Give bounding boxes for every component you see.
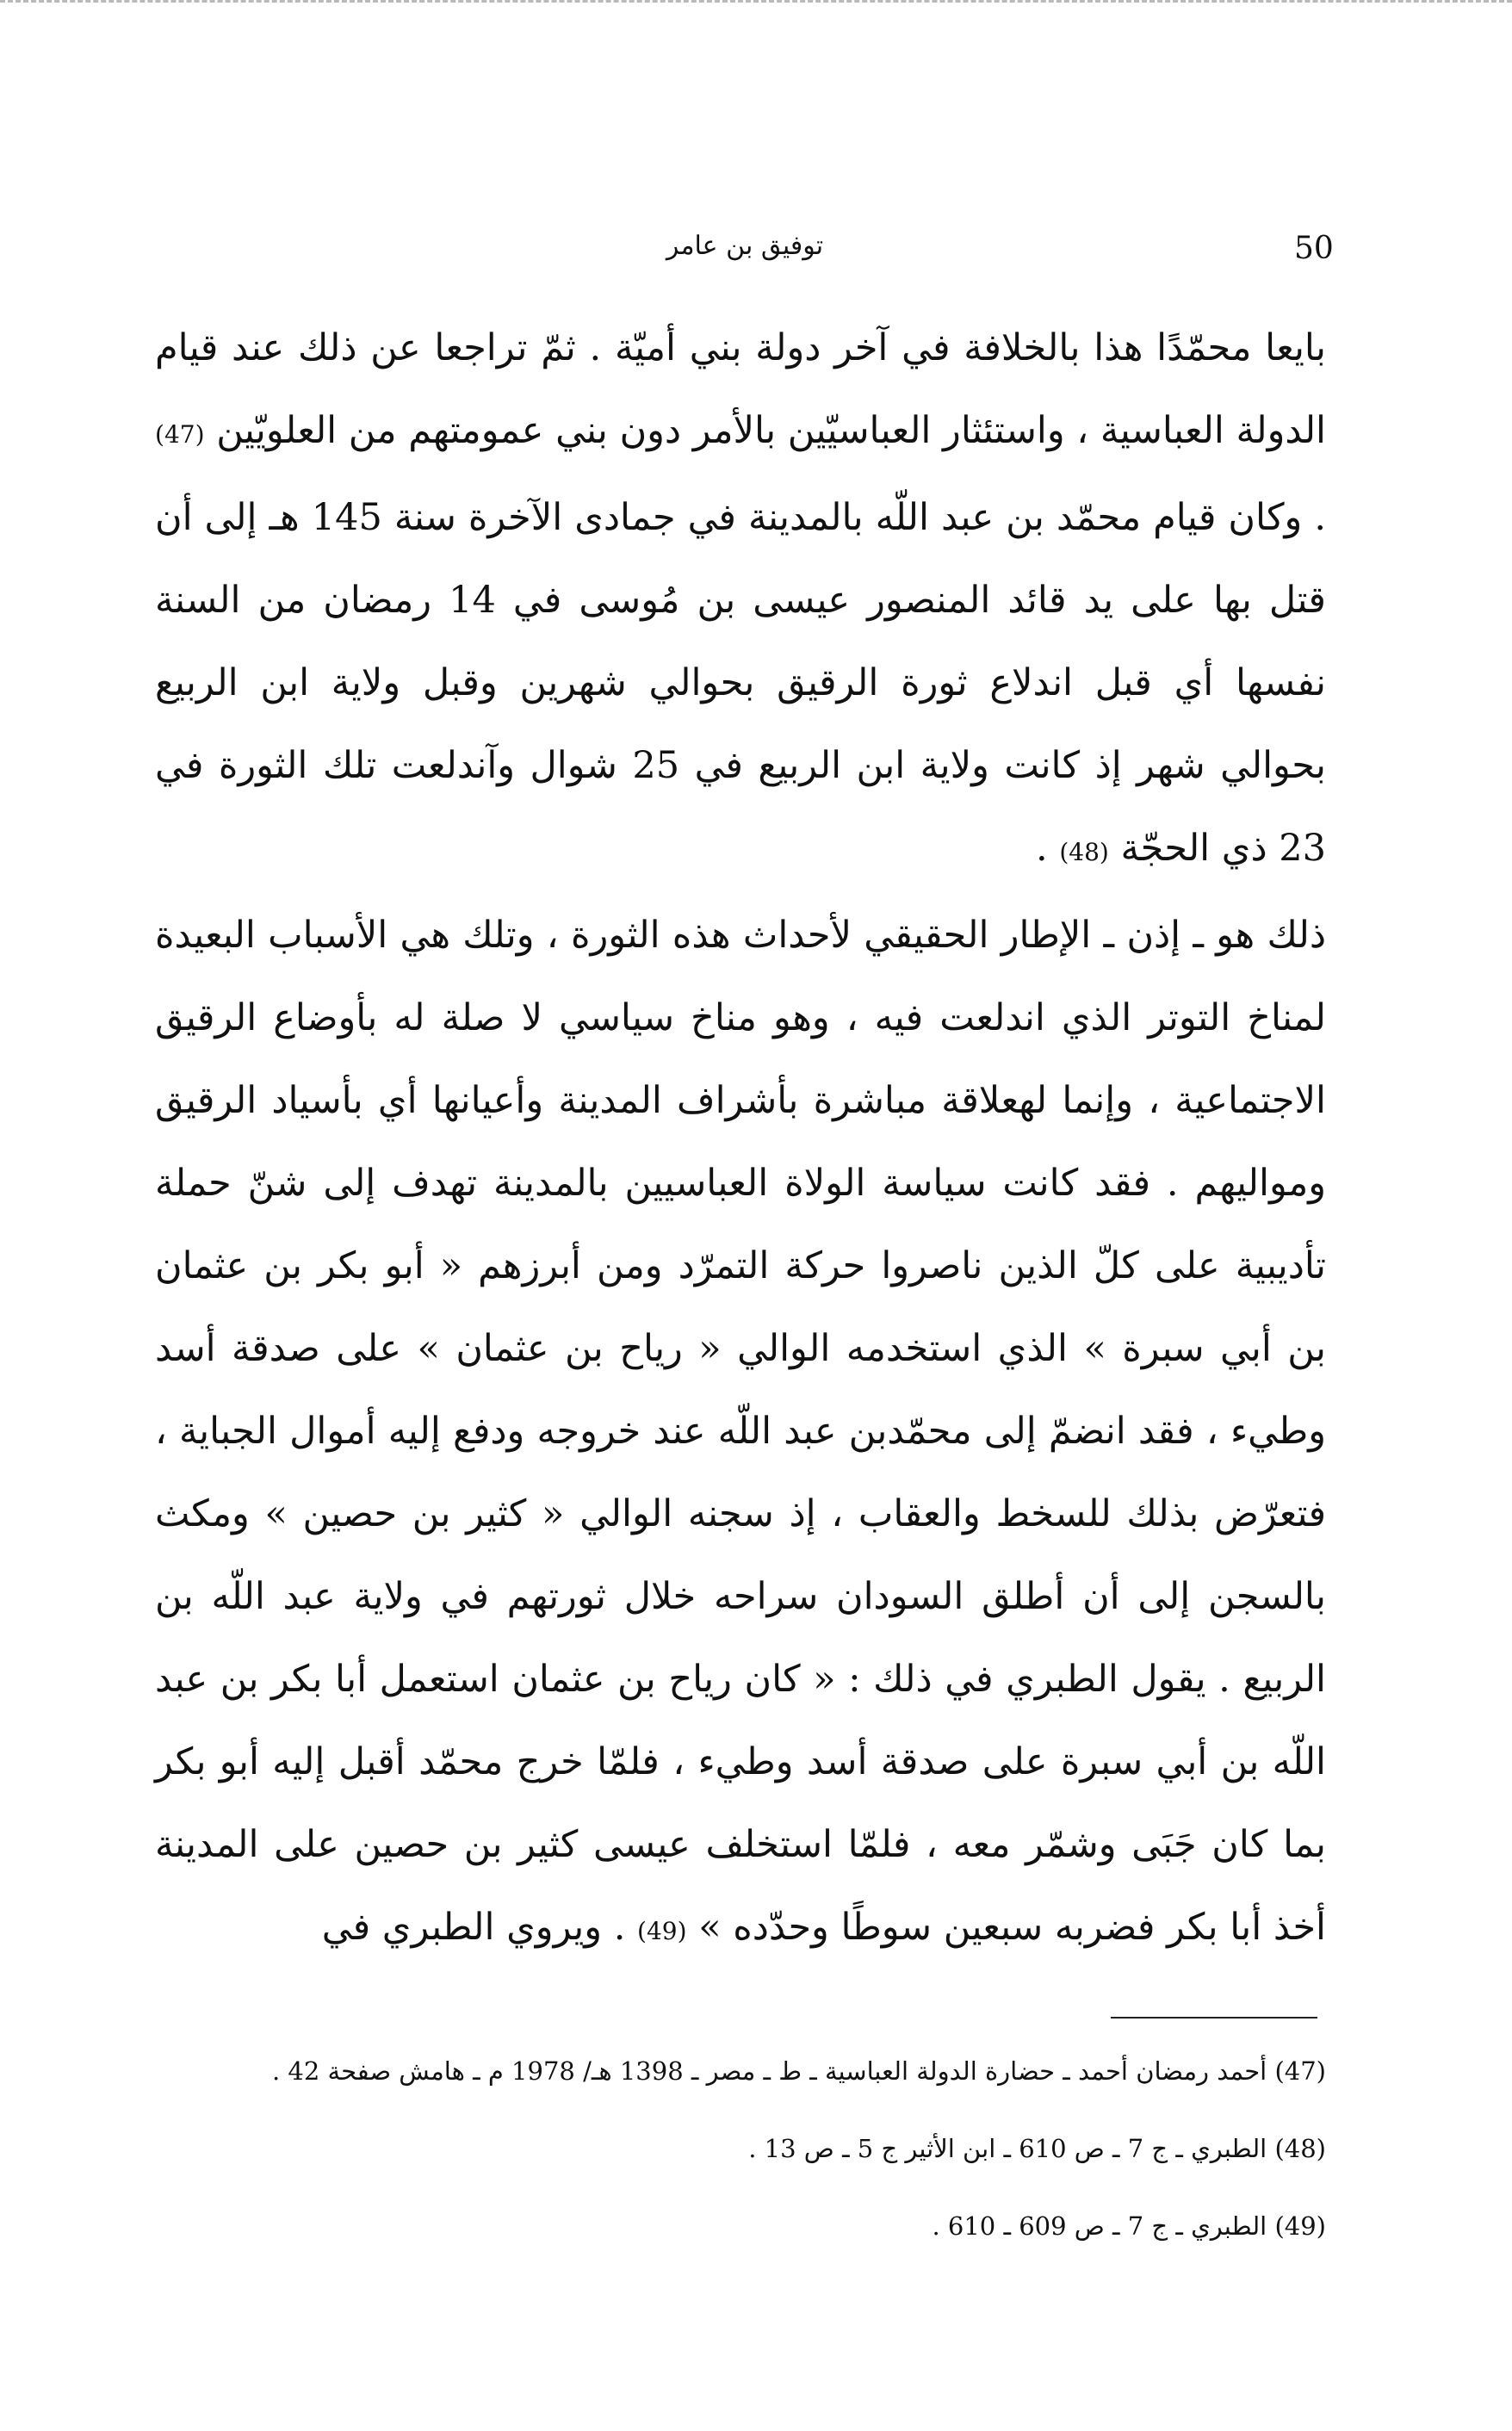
- paragraph-1: [155, 307, 1326, 894]
- paragraph-text: .: [1035, 827, 1060, 870]
- footnote-reference: (47): [155, 420, 205, 449]
- paragraph-text: بايعا محمّدًا هذا بالخلافة في آخر دولة بني أميّة . ثمّ تراجعا عن ذلك عند قيام الدولة العباسية ، واستئثار العباسيّين بالأمر دون بني عمومتهم من العلويّين: [155, 326, 1326, 452]
- scan-top-border: [0, 0, 1512, 8]
- footnote-48: (48) الطبري ـ ج 7 ـ ص 610 ـ ابن الأثير ج 5 ـ ص 13 .: [748, 2134, 1326, 2163]
- footnote-reference: (49): [637, 1917, 687, 1945]
- paragraph-text: ذلك هو ـ إذن ـ الإطار الحقيقي لأحداث هذه الثورة ، وتلك هي الأسباب البعيدة لمناخ التوتر الذي اندلعت فيه ، وهو مناخ سياسي لا صلة له بأوضاع الرقيق الاجتماعية ، وإنما لهعلاقة مباشرة بأشراف المدينة وأعيانها أي بأسياد الرقيق ومواليهم . فقد كانت سياسة الولاة العباسيين بالمدينة تهدف إلى شنّ حملة تأديبية على كلّ الذين ناصروا حركة التمرّد ومن أبرزهم « أبو بكر بن عثمان بن أبي سبرة » الذي استخدمه الوالي « رياح بن عثمان » على صدقة أسد وطيء ، فقد انضمّ إلى محمّدبن عبد اللّه عند خروجه ودفع إليه أموال الجباية ، فتعرّض بذلك للسخط والعقاب ، إذ سجنه الوالي « كثير بن حصين » ومكث بالسجن إلى أن أطلق السودان سراحه خلال ثورتهم في ولاية عبد اللّه بن الربيع . يقول الطبري في ذلك : « كان رياح بن عثمان استعمل أبا بكر بن عبد اللّه بن أبي سبرة على صدقة أسد وطيء ، فلمّا خرج محمّد أقبل إليه أبو بكر بما كان جَبَى وشمّر معه ، فلمّا استخلف عيسى كثير بن حصين على المدينة أخذ أبا بكر فضربه سبعين سوطًا وحدّده »: [155, 914, 1327, 1949]
- paragraph-text: . ويروي الطبري في: [321, 1906, 638, 1949]
- footnote-separator: [1111, 2017, 1317, 2019]
- footnote-49: (49) الطبري ـ ج 7 ـ ص 609 ـ 610 .: [932, 2211, 1326, 2241]
- footnotes: [215, 2032, 1326, 2265]
- paragraph-2: [155, 894, 1326, 1973]
- body-text: [155, 307, 1326, 1973]
- running-head: توفيق بن عامر: [666, 231, 824, 261]
- paragraph-text: . وكان قيام محمّد بن عبد اللّه بالمدينة في جمادى الآخرة سنة 145 هـ إلى أن قتل بها على يد قائد المنصور عيسى بن مُوسى في 14 رمضان من السنة نفسها أي قبل اندلاع ثورة الرقيق بحوالي شهرين وقبل ولاية ابن الربيع بحوالي شهر إذ كانت ولاية ابن الربيع في 25 شوال وآندلعت تلك الثورة في 23 ذي الحجّة: [155, 496, 1326, 870]
- page-number: 50: [1294, 231, 1334, 266]
- footnote-reference: (48): [1059, 838, 1109, 866]
- footnote-47: (47) أحمد رمضان أحمد ـ حضارة الدولة العباسية ـ ط ـ مصر ـ 1398 هـ/ 1978 م ـ هامش صفحة 42 .: [271, 2056, 1326, 2086]
